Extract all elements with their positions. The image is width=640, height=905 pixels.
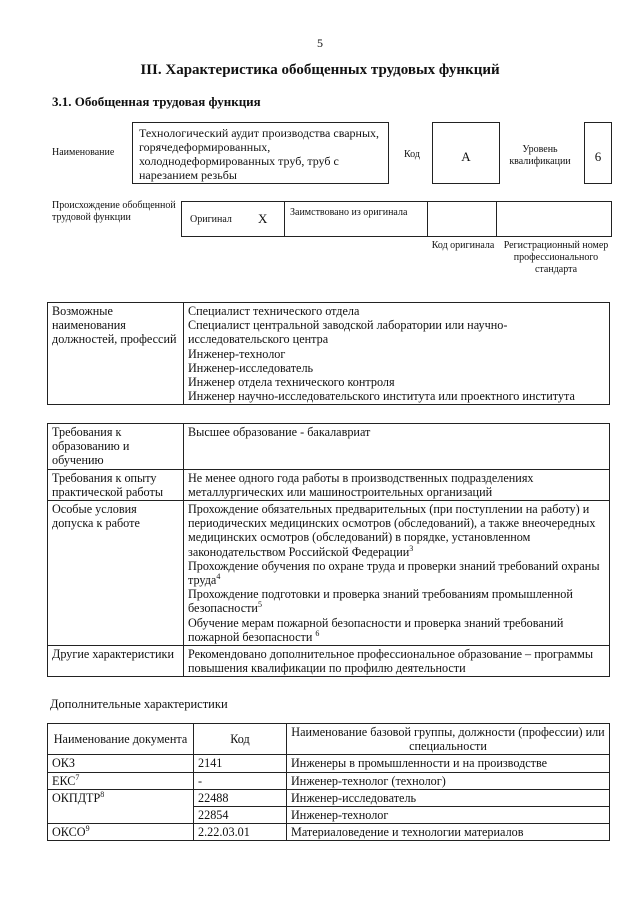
name-cell: Инженер-технолог bbox=[287, 807, 610, 824]
col-doc-header: Наименование документа bbox=[48, 724, 194, 755]
code-label: Код bbox=[404, 149, 420, 160]
divider bbox=[427, 201, 428, 237]
positions-table bbox=[47, 302, 610, 405]
name-value-box bbox=[132, 122, 389, 184]
doc-cell: ОКСО$^9$ bbox=[48, 824, 194, 841]
name-cell: Материаловедение и технологии материалов bbox=[287, 824, 610, 841]
table-header-row bbox=[48, 724, 610, 755]
name-cell: Инженер-исследователь bbox=[287, 789, 610, 806]
education-label: Требования к образованию и обучению bbox=[48, 424, 184, 470]
doc-cell: ОКПДТР$^8$ bbox=[48, 789, 194, 823]
special-list bbox=[184, 501, 610, 646]
code-cell: 22488 bbox=[194, 789, 287, 806]
code-cell: 2.22.03.01 bbox=[194, 824, 287, 841]
experience-value: Не менее одного года работы в производственных подразделениях металлургических или машиностроительных организаций bbox=[184, 469, 610, 500]
additional-title: Дополнительные характеристики bbox=[50, 697, 228, 711]
list-item: Обучение мерам пожарной безопасности и проверка знаний требований пожарной безопасности $^6$ bbox=[188, 615, 564, 644]
list-item: Прохождение обучения по охране труда и проверки знаний требований охраны труда$^4$ bbox=[188, 558, 600, 588]
table-row bbox=[48, 772, 610, 789]
list-item: Прохождение подготовки и проверка знаний требованиям промышленной безопасности$^5$ bbox=[188, 587, 573, 616]
borrowed-label: Заимствовано из оригинала bbox=[290, 207, 408, 218]
table-row bbox=[48, 789, 610, 806]
level-label: Уровень квалификации bbox=[509, 144, 571, 167]
other-value: Рекомендовано дополнительное профессиональное образование – программы повышения квалификации по профилю деятельности bbox=[184, 646, 610, 677]
level-value-box bbox=[584, 122, 612, 184]
section-title: III. Характеристика обобщенных трудовых функций bbox=[140, 62, 500, 78]
divider bbox=[284, 201, 285, 237]
list-item: Специалист центральной заводской лаборатории или научно-исследовательского центра bbox=[188, 318, 508, 347]
code-cell: 22854 bbox=[194, 807, 287, 824]
code-original-caption: Код оригинала bbox=[431, 240, 495, 251]
experience-label: Требования к опыту практической работы bbox=[48, 469, 184, 500]
subsection-title: 3.1. Обобщенная трудовая функция bbox=[52, 94, 261, 109]
name-label: Наименование bbox=[52, 147, 115, 158]
positions-list bbox=[184, 303, 610, 405]
list-item: Инженер отдела технического контроля bbox=[188, 375, 395, 390]
list-item: Специалист технического отдела bbox=[188, 304, 360, 318]
table-row bbox=[48, 303, 610, 405]
reg-number-caption: Регистрационный номер профессионального стандарта bbox=[503, 240, 609, 275]
name-value: Технологический аудит производства сварных, горячедеформированных, холоднодеформированных труб, труб с нарезанием резьбы bbox=[139, 126, 380, 182]
education-value: Высшее образование - бакалавриат bbox=[184, 424, 610, 470]
code-cell: - bbox=[194, 772, 287, 789]
name-cell: Инженеры в промышленности и на производстве bbox=[287, 755, 610, 772]
list-item: Инженер научно-исследовательского института или проектного института bbox=[188, 389, 575, 404]
page-number: 5 bbox=[317, 36, 323, 50]
other-label: Другие характеристики bbox=[48, 646, 184, 677]
table-row bbox=[48, 469, 610, 500]
additional-table bbox=[47, 723, 610, 841]
table-row bbox=[48, 755, 610, 772]
requirements-table bbox=[47, 423, 610, 677]
table-row bbox=[48, 824, 610, 841]
doc-cell: ЕКС$^7$ bbox=[48, 772, 194, 789]
list-item: Прохождение обязательных предварительных (при поступлении на работу) и периодических медицинских осмотров (обследований), а также внеочередных медицинских осмотров (обследований) в порядке, установленном законодательством Российской Федерации$^3$ bbox=[188, 502, 596, 559]
table-row bbox=[48, 424, 610, 470]
table-row bbox=[48, 646, 610, 677]
code-value: A bbox=[461, 149, 471, 164]
special-label: Особые условия допуска к работе bbox=[48, 501, 184, 646]
list-item: Инженер-технолог bbox=[188, 346, 286, 361]
col-name-header: Наименование базовой группы, должности (профессии) или специальности bbox=[287, 724, 610, 755]
original-mark: X bbox=[258, 211, 268, 226]
col-code-header: Код bbox=[194, 724, 287, 755]
level-value: 6 bbox=[594, 149, 602, 164]
code-cell: 2141 bbox=[194, 755, 287, 772]
original-label: Оригинал bbox=[190, 214, 232, 225]
origin-box bbox=[181, 201, 612, 237]
origin-label: Происхождение обобщенной трудовой функции bbox=[52, 200, 176, 223]
divider bbox=[496, 201, 497, 237]
table-row bbox=[48, 501, 610, 646]
positions-label: Возможные наименования должностей, профессий bbox=[48, 303, 184, 405]
name-cell: Инженер-технолог (технолог) bbox=[287, 772, 610, 789]
list-item: Инженер-исследователь bbox=[188, 360, 314, 375]
code-value-box bbox=[432, 122, 500, 184]
doc-cell: ОКЗ bbox=[48, 755, 194, 772]
